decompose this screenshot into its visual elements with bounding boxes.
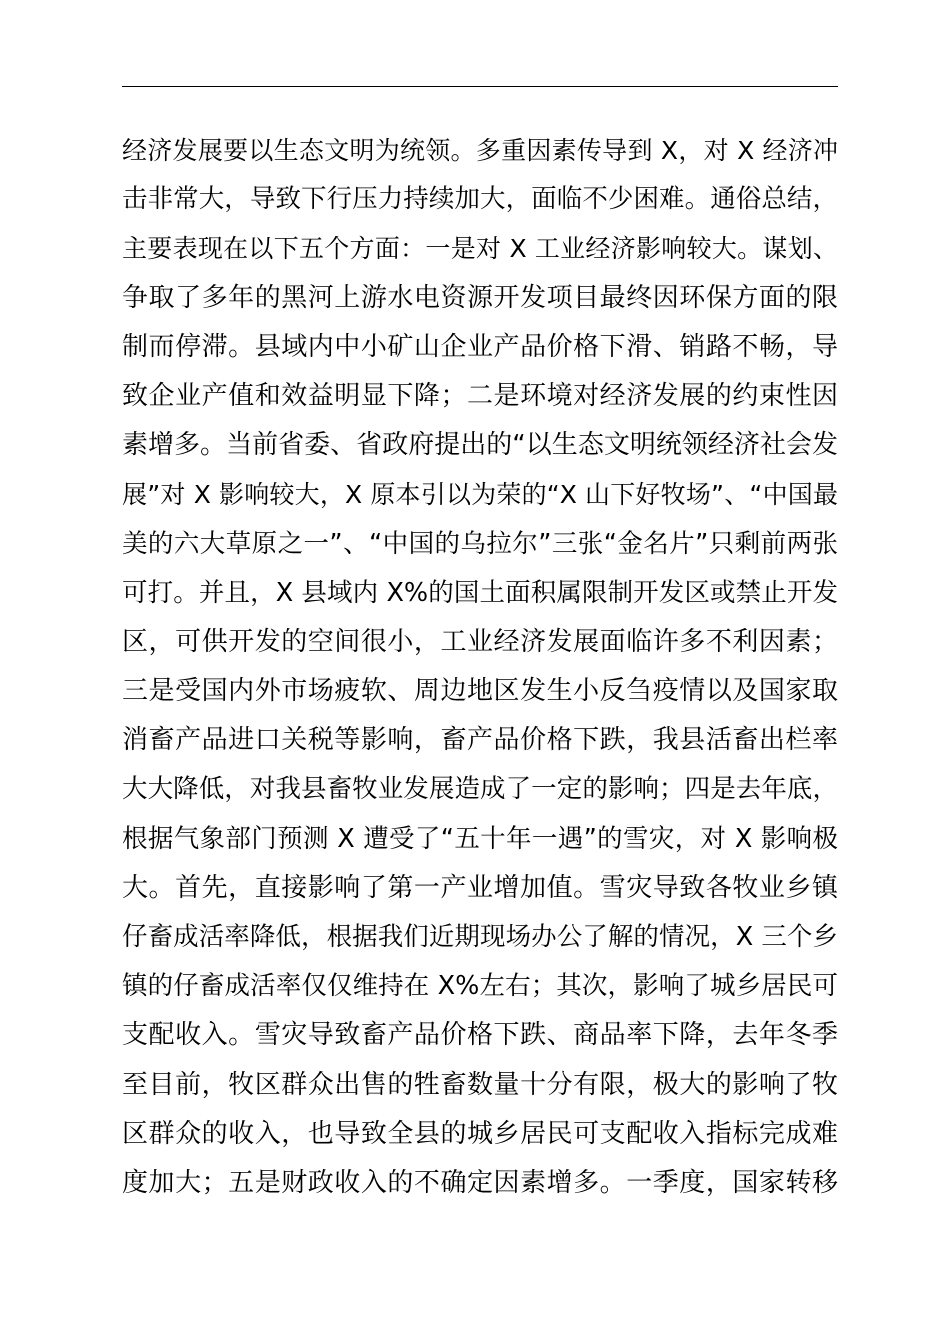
text-line: 消畜产品进口关税等影响，畜产品价格下跌，我县活畜出栏率 — [122, 725, 838, 756]
text-line: 可打。并且，X 县域内 X%的国土面积属限制开发区或禁止开发 — [122, 577, 838, 608]
text-line: 大大降低，对我县畜牧业发展造成了一定的影响；四是去年底， — [122, 774, 838, 805]
text-line: 展”对 X 影响较大，X 原本引以为荣的“X 山下好牧场”、“中国最 — [122, 480, 838, 510]
text-line: 主要表现在以下五个方面：一是对 X 工业经济影响较大。谋划、 — [122, 234, 838, 264]
text-line: 三是受国内外市场疲软、周边地区发生小反刍疫情以及国家取 — [122, 676, 838, 707]
text-line: 争取了多年的黑河上游水电资源开发项目最终因环保方面的限 — [122, 282, 838, 313]
text-line: 度加大；五是财政收入的不确定因素增多。一季度，国家转移 — [122, 1167, 838, 1198]
text-line: 支配收入。雪灾导致畜产品价格下跌、商品率下降，去年冬季 — [122, 1020, 838, 1051]
body-paragraph — [122, 126, 838, 1208]
text-line: 素增多。当前省委、省政府提出的“以生态文明统领经济社会发 — [122, 430, 838, 461]
text-line: 击非常大，导致下行压力持续加大，面临不少困难。通俗总结， — [122, 184, 838, 215]
text-line: 根据气象部门预测 X 遭受了“五十年一遇”的雪灾，对 X 影响极 — [122, 823, 838, 854]
text-line: 经济发展要以生态文明为统领。多重因素传导到 X，对 X 经济冲 — [122, 136, 838, 165]
text-line: 致企业产值和效益明显下降；二是环境对经济发展的约束性因 — [122, 380, 838, 411]
text-line: 大。首先，直接影响了第一产业增加值。雪灾导致各牧业乡镇 — [122, 872, 838, 903]
text-line: 制而停滞。县域内中小矿山企业产品价格下滑、销路不畅，导 — [122, 331, 838, 362]
text-line: 区，可供开发的空间很小，工业经济发展面临许多不利因素； — [122, 626, 838, 657]
text-line: 至目前，牧区群众出售的牲畜数量十分有限，极大的影响了牧 — [122, 1069, 838, 1100]
header-rule — [122, 86, 838, 87]
text-line: 仔畜成活率降低，根据我们近期现场办公了解的情况，X 三个乡 — [122, 922, 838, 952]
text-line: 区群众的收入，也导致全县的城乡居民可支配收入指标完成难 — [122, 1118, 838, 1149]
text-line: 镇的仔畜成活率仅仅维持在 X%左右；其次，影响了城乡居民可 — [122, 971, 838, 1002]
text-line: 美的六大草原之一”、“中国的乌拉尔”三张“金名片”只剩前两张 — [122, 528, 838, 559]
